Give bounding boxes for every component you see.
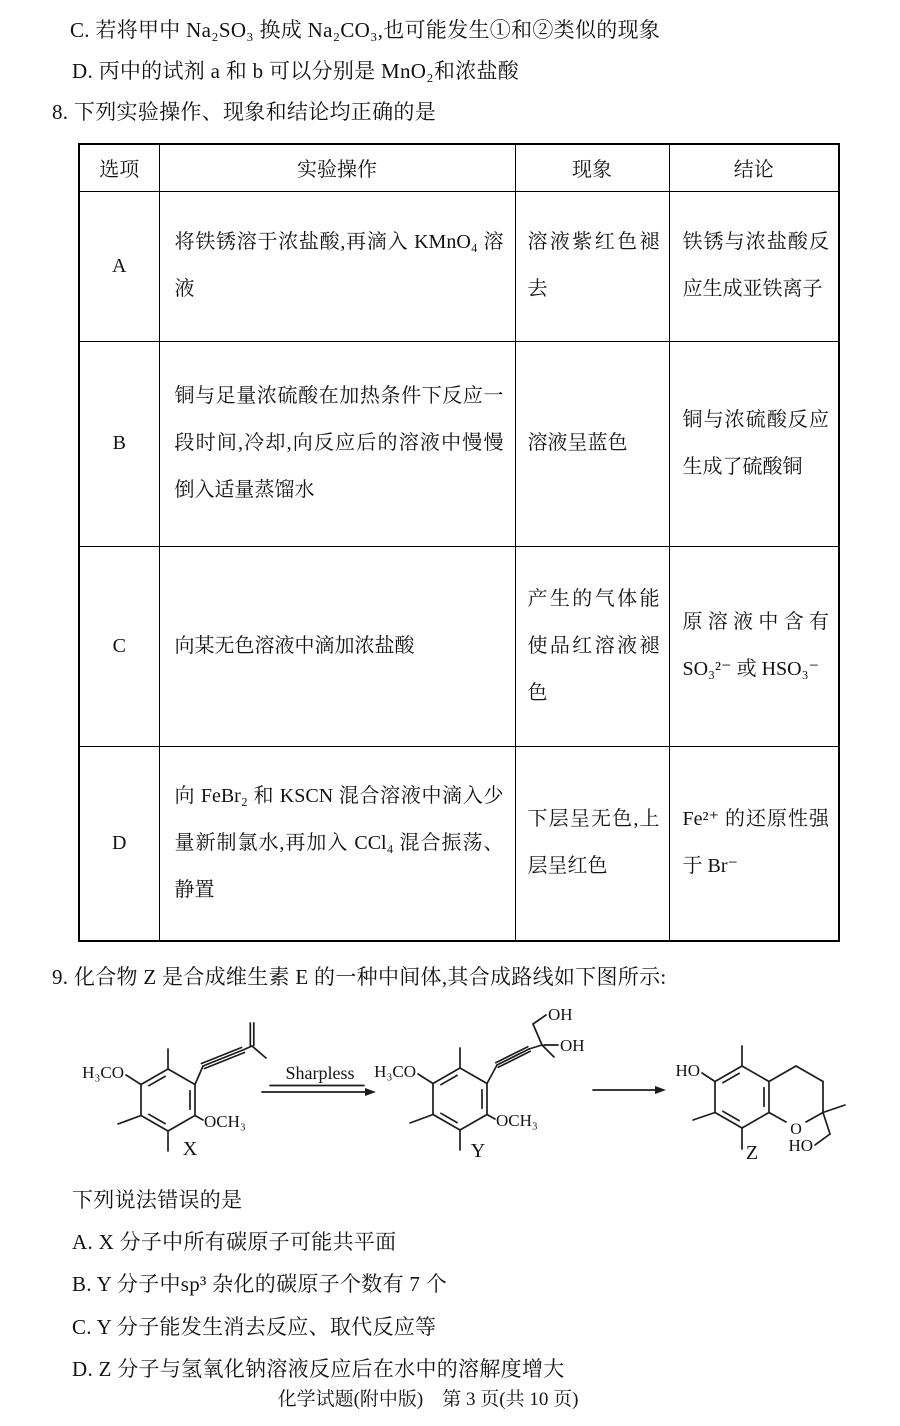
- ring-oxygen-label: O: [790, 1121, 802, 1138]
- row-a-operation: [159, 191, 515, 341]
- row-a-option: A: [79, 191, 159, 341]
- structure-x-svg: [80, 1008, 280, 1153]
- methoxy-left-label: H₃CO: [82, 1063, 124, 1082]
- row-c-operation-text: 向某无色溶液中滴加浓盐酸: [174, 634, 415, 657]
- hydroxyl-label: OH: [548, 1005, 573, 1024]
- row-d-phenomenon: [515, 746, 669, 941]
- row-d-operation-text: 向 FeBr₂ 和 KSCN 混合溶液中滴入少量新制氯水,再加入 CCl₄ 混合振荡、静置: [174, 784, 504, 901]
- question9-option-a: A. X 分子中所有碳原子可能共平面: [72, 1230, 397, 1254]
- pyran-ring-z: [769, 1066, 823, 1138]
- benzene-ring-z: [715, 1066, 769, 1128]
- q8-table-row-c: [79, 546, 839, 746]
- hydroxymethyl-ho-label: HO: [788, 1136, 813, 1155]
- substituents-z: [675, 1046, 742, 1149]
- row-a-conclusion: [669, 191, 839, 341]
- methoxy-right-label: OCH₃: [496, 1111, 538, 1130]
- methoxy-right-label: OCH₃: [204, 1112, 246, 1131]
- structure-y-svg: [368, 1005, 603, 1158]
- question9-option-d: D. Z 分子与氢氧化钠溶液反应后在水中的溶解度增大: [72, 1357, 565, 1381]
- substituents-y: [374, 1048, 538, 1150]
- row-b-conclusion-text: 铜与浓硫酸反应生成了硫酸铜: [682, 408, 829, 478]
- row-c-phenomenon-text: 产生的气体能使品红溶液褪色: [527, 587, 660, 704]
- compound-y-label: Y: [470, 1140, 486, 1162]
- row-c-phenomenon: [515, 546, 669, 746]
- prev-question-option-d: D. 丙中的试剂 a 和 b 可以分别是 MnO₂和浓盐酸: [72, 59, 520, 83]
- q8-th-operation: 实验操作: [159, 144, 515, 191]
- row-d-option: D: [79, 746, 159, 941]
- question9-stem: 9. 化合物 Z 是合成维生素 E 的一种中间体,其合成路线如下图所示:: [52, 965, 667, 989]
- row-c-conclusion: [669, 546, 839, 746]
- q8-table-header-row: [79, 144, 839, 191]
- question9-option-b: B. Y 分子中sp³ 杂化的碳原子个数有 7 个: [72, 1272, 448, 1296]
- q8-table-row-a: [79, 191, 839, 341]
- row-b-conclusion: [669, 341, 839, 546]
- q8-table-row-b: [79, 341, 839, 546]
- row-c-option: C: [79, 546, 159, 746]
- benzene-ring-y: [433, 1068, 487, 1130]
- hydroxyl-label: OH: [560, 1036, 585, 1055]
- methoxy-left-label: H₃CO: [374, 1062, 416, 1081]
- row-c-conclusion-text: 原溶液中含有 SO₃²⁻ 或 HSO₃⁻: [682, 611, 829, 680]
- compound-x-label: X: [182, 1138, 198, 1160]
- question8-stem: 8. 下列实验操作、现象和结论均正确的是: [52, 100, 436, 124]
- question9-option-c: C. Y 分子能发生消去反应、取代反应等: [72, 1315, 437, 1339]
- q8-th-phenomenon: 现象: [515, 144, 669, 191]
- page-footer: 化学试题(附中版) 第 3 页(共 10 页): [277, 1389, 579, 1410]
- row-a-operation-text: 将铁锈溶于浓盐酸,再滴入 KMnO₄ 溶液: [174, 231, 504, 300]
- row-b-operation: [159, 341, 515, 546]
- prev-question-option-c: C. 若将甲中 Na₂SO₃ 换成 Na₂CO₃,也可能发生①和②类似的现象: [70, 18, 661, 42]
- row-b-operation-text: 铜与足量浓硫酸在加热条件下反应一段时间,冷却,向反应后的溶液中慢慢倒入适量蒸馏水: [174, 385, 504, 501]
- row-d-conclusion: [669, 746, 839, 941]
- compound-z-label: Z: [745, 1142, 759, 1164]
- q8-table-row-d: [79, 746, 839, 941]
- phenol-ho-label: HO: [675, 1061, 700, 1080]
- row-d-phenomenon-text: 下层呈无色,上层呈红色: [527, 808, 660, 878]
- row-b-phenomenon: [515, 341, 669, 546]
- q8-th-conclusion: 结论: [669, 144, 839, 191]
- substituents-x: [82, 1049, 246, 1151]
- row-d-operation: [159, 746, 515, 941]
- row-c-operation: [159, 546, 515, 746]
- row-a-conclusion-text: 铁锈与浓盐酸反应生成亚铁离子: [682, 231, 829, 300]
- row-b-option: B: [79, 341, 159, 546]
- sharpless-label: Sharpless: [285, 1063, 355, 1083]
- row-a-phenomenon-text: 溶液紫红色褪去: [527, 231, 660, 300]
- alkyne-diol-chain-y: [487, 1005, 585, 1084]
- q8-th-option: 选项: [79, 144, 159, 191]
- row-b-phenomenon-text: 溶液呈蓝色: [527, 432, 628, 454]
- benzene-ring-x: [141, 1069, 195, 1131]
- row-d-conclusion-text: Fe²⁺ 的还原性强于 Br⁻: [682, 808, 829, 878]
- question9-question: 下列说法错误的是: [72, 1188, 243, 1212]
- row-a-phenomenon: [515, 191, 669, 341]
- enyne-chain-x: [195, 1023, 266, 1085]
- q8-table: [78, 143, 840, 942]
- structure-z-svg: [662, 1008, 877, 1158]
